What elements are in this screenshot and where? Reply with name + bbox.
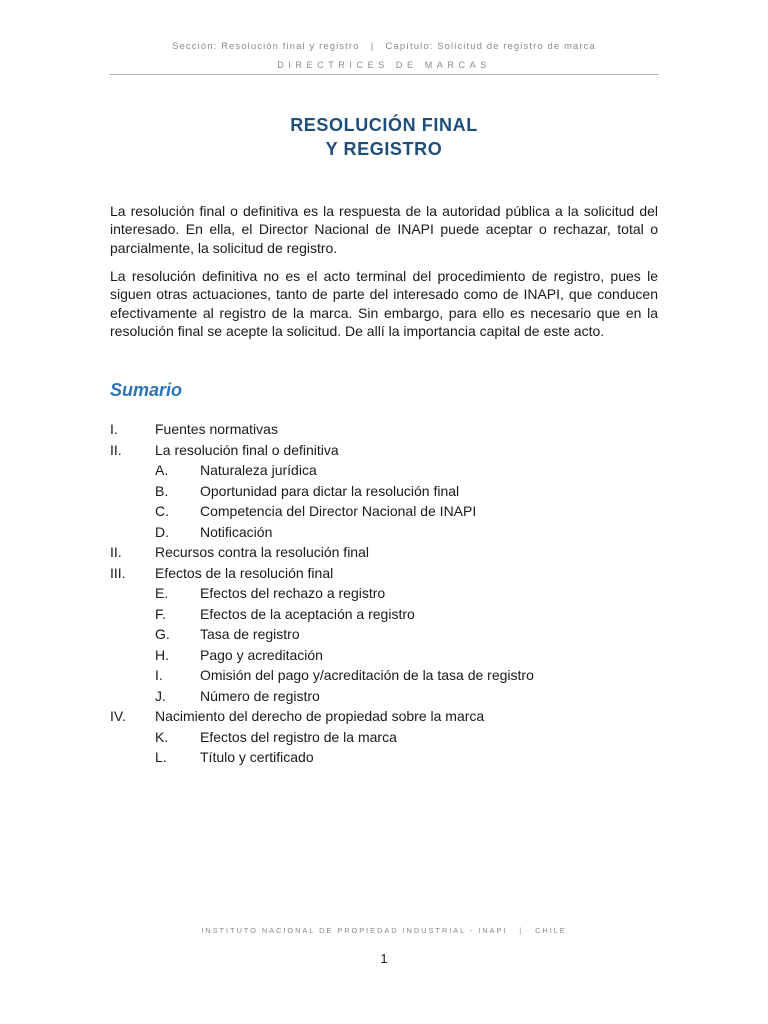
toc-subitem-letter: L. — [155, 749, 167, 765]
toc-subitem-letter: I. — [155, 667, 163, 683]
toc-subitem — [110, 747, 670, 768]
toc-subitem — [110, 624, 670, 645]
toc-subitem-letter: F. — [155, 605, 166, 622]
toc-subitem — [110, 727, 670, 748]
sumario-heading: Sumario — [110, 380, 183, 400]
toc-item-text: Nacimiento del derecho de propiedad sobre la marca — [155, 708, 485, 724]
header-divider — [109, 74, 659, 75]
toc-subitem-letter: J. — [155, 687, 166, 704]
page-title-line2: Y REGISTRO — [325, 139, 443, 159]
toc-subitem-letter: G. — [155, 626, 170, 642]
toc-subitem-text: Competencia del Director Nacional de INAPI — [200, 503, 477, 519]
toc-item — [110, 440, 670, 461]
toc-subitem-letter: A. — [155, 462, 169, 478]
toc-item-text: Efectos de la resolución final — [155, 564, 334, 581]
toc-subitem-letter: E. — [155, 585, 169, 601]
toc-subitem — [110, 604, 670, 625]
toc-item-number: II. — [110, 544, 122, 560]
toc-subitem — [110, 645, 670, 666]
toc-subitem-text: Efectos del registro de la marca — [200, 728, 397, 745]
toc-item-text: Fuentes normativas — [155, 421, 278, 437]
toc-subitem — [110, 665, 670, 686]
toc-subitem — [110, 460, 670, 481]
toc-subitem-letter: H. — [155, 646, 169, 663]
toc-subitem-letter: C. — [155, 503, 169, 519]
intro-paragraph-1: La resolución final o definitiva es la respuesta de la autoridad pública a la solicitud del interesado. En ella, el Director Nacional de INAPI puede aceptar o rechazar, total o parcialmente, la solicitud de registro. — [110, 203, 658, 256]
toc-subitem — [110, 522, 670, 543]
toc-subitem-letter: D. — [155, 523, 169, 540]
header-section-chapter: Sección: Resolución final y registro | Capítulo: Solicitud de registro de marca — [172, 41, 596, 52]
toc-subitem — [110, 583, 670, 604]
toc-subitem — [110, 686, 670, 707]
toc-subitem-text: Pago y acreditación — [200, 646, 323, 663]
running-footer: INSTITUTO NACIONAL DE PROPIEDAD INDUSTRIAL - INAPI | CHILE — [201, 926, 567, 935]
intro-paragraph-2: La resolución definitiva no es el acto terminal del procedimiento de registro, pues le siguen otras actuaciones, tanto de parte del interesado como de INAPI, que conducen efectivamente al registro de la marca. Sin embargo, para ello es necesario que en la resolución final se acepte la solicitud. De allí la importancia capital de este acto. — [110, 268, 658, 339]
sumario-list — [110, 419, 670, 768]
toc-subitem-text: Efectos de la aceptación a registro — [200, 605, 415, 622]
toc-item — [110, 419, 670, 440]
page-title-line1: RESOLUCIÓN FINAL — [290, 115, 478, 135]
header-guideline-title: DIRECTRICES DE MARCAS — [277, 60, 491, 70]
toc-subitem-text: Tasa de registro — [200, 626, 300, 642]
toc-subitem-text: Efectos del rechazo a registro — [200, 585, 386, 601]
page-title — [0, 113, 768, 161]
toc-subitem-text: Omisión del pago y/acreditación de la tasa de registro — [200, 667, 534, 683]
toc-subitem-text: Oportunidad para dictar la resolución final — [200, 482, 460, 499]
toc-subitem-text: Número de registro — [200, 687, 320, 704]
toc-item-text: La resolución final o definitiva — [155, 441, 339, 458]
toc-item-number: IV. — [110, 708, 126, 724]
toc-item — [110, 706, 670, 727]
toc-item — [110, 563, 670, 584]
toc-subitem-text: Título y certificado — [200, 749, 314, 765]
toc-item — [110, 542, 670, 563]
toc-subitem-text: Naturaleza jurídica — [200, 462, 317, 478]
page-number: 1 — [380, 951, 388, 966]
toc-subitem — [110, 501, 670, 522]
toc-item-text: Recursos contra la resolución final — [155, 544, 369, 560]
running-header — [0, 40, 768, 72]
toc-item-number: II. — [110, 441, 122, 458]
toc-subitem-text: Notificación — [200, 523, 273, 540]
toc-subitem-letter: K. — [155, 728, 169, 745]
toc-item-number: I. — [110, 421, 118, 437]
toc-subitem — [110, 481, 670, 502]
toc-item-number: III. — [110, 564, 126, 581]
toc-subitem-letter: B. — [155, 482, 169, 499]
